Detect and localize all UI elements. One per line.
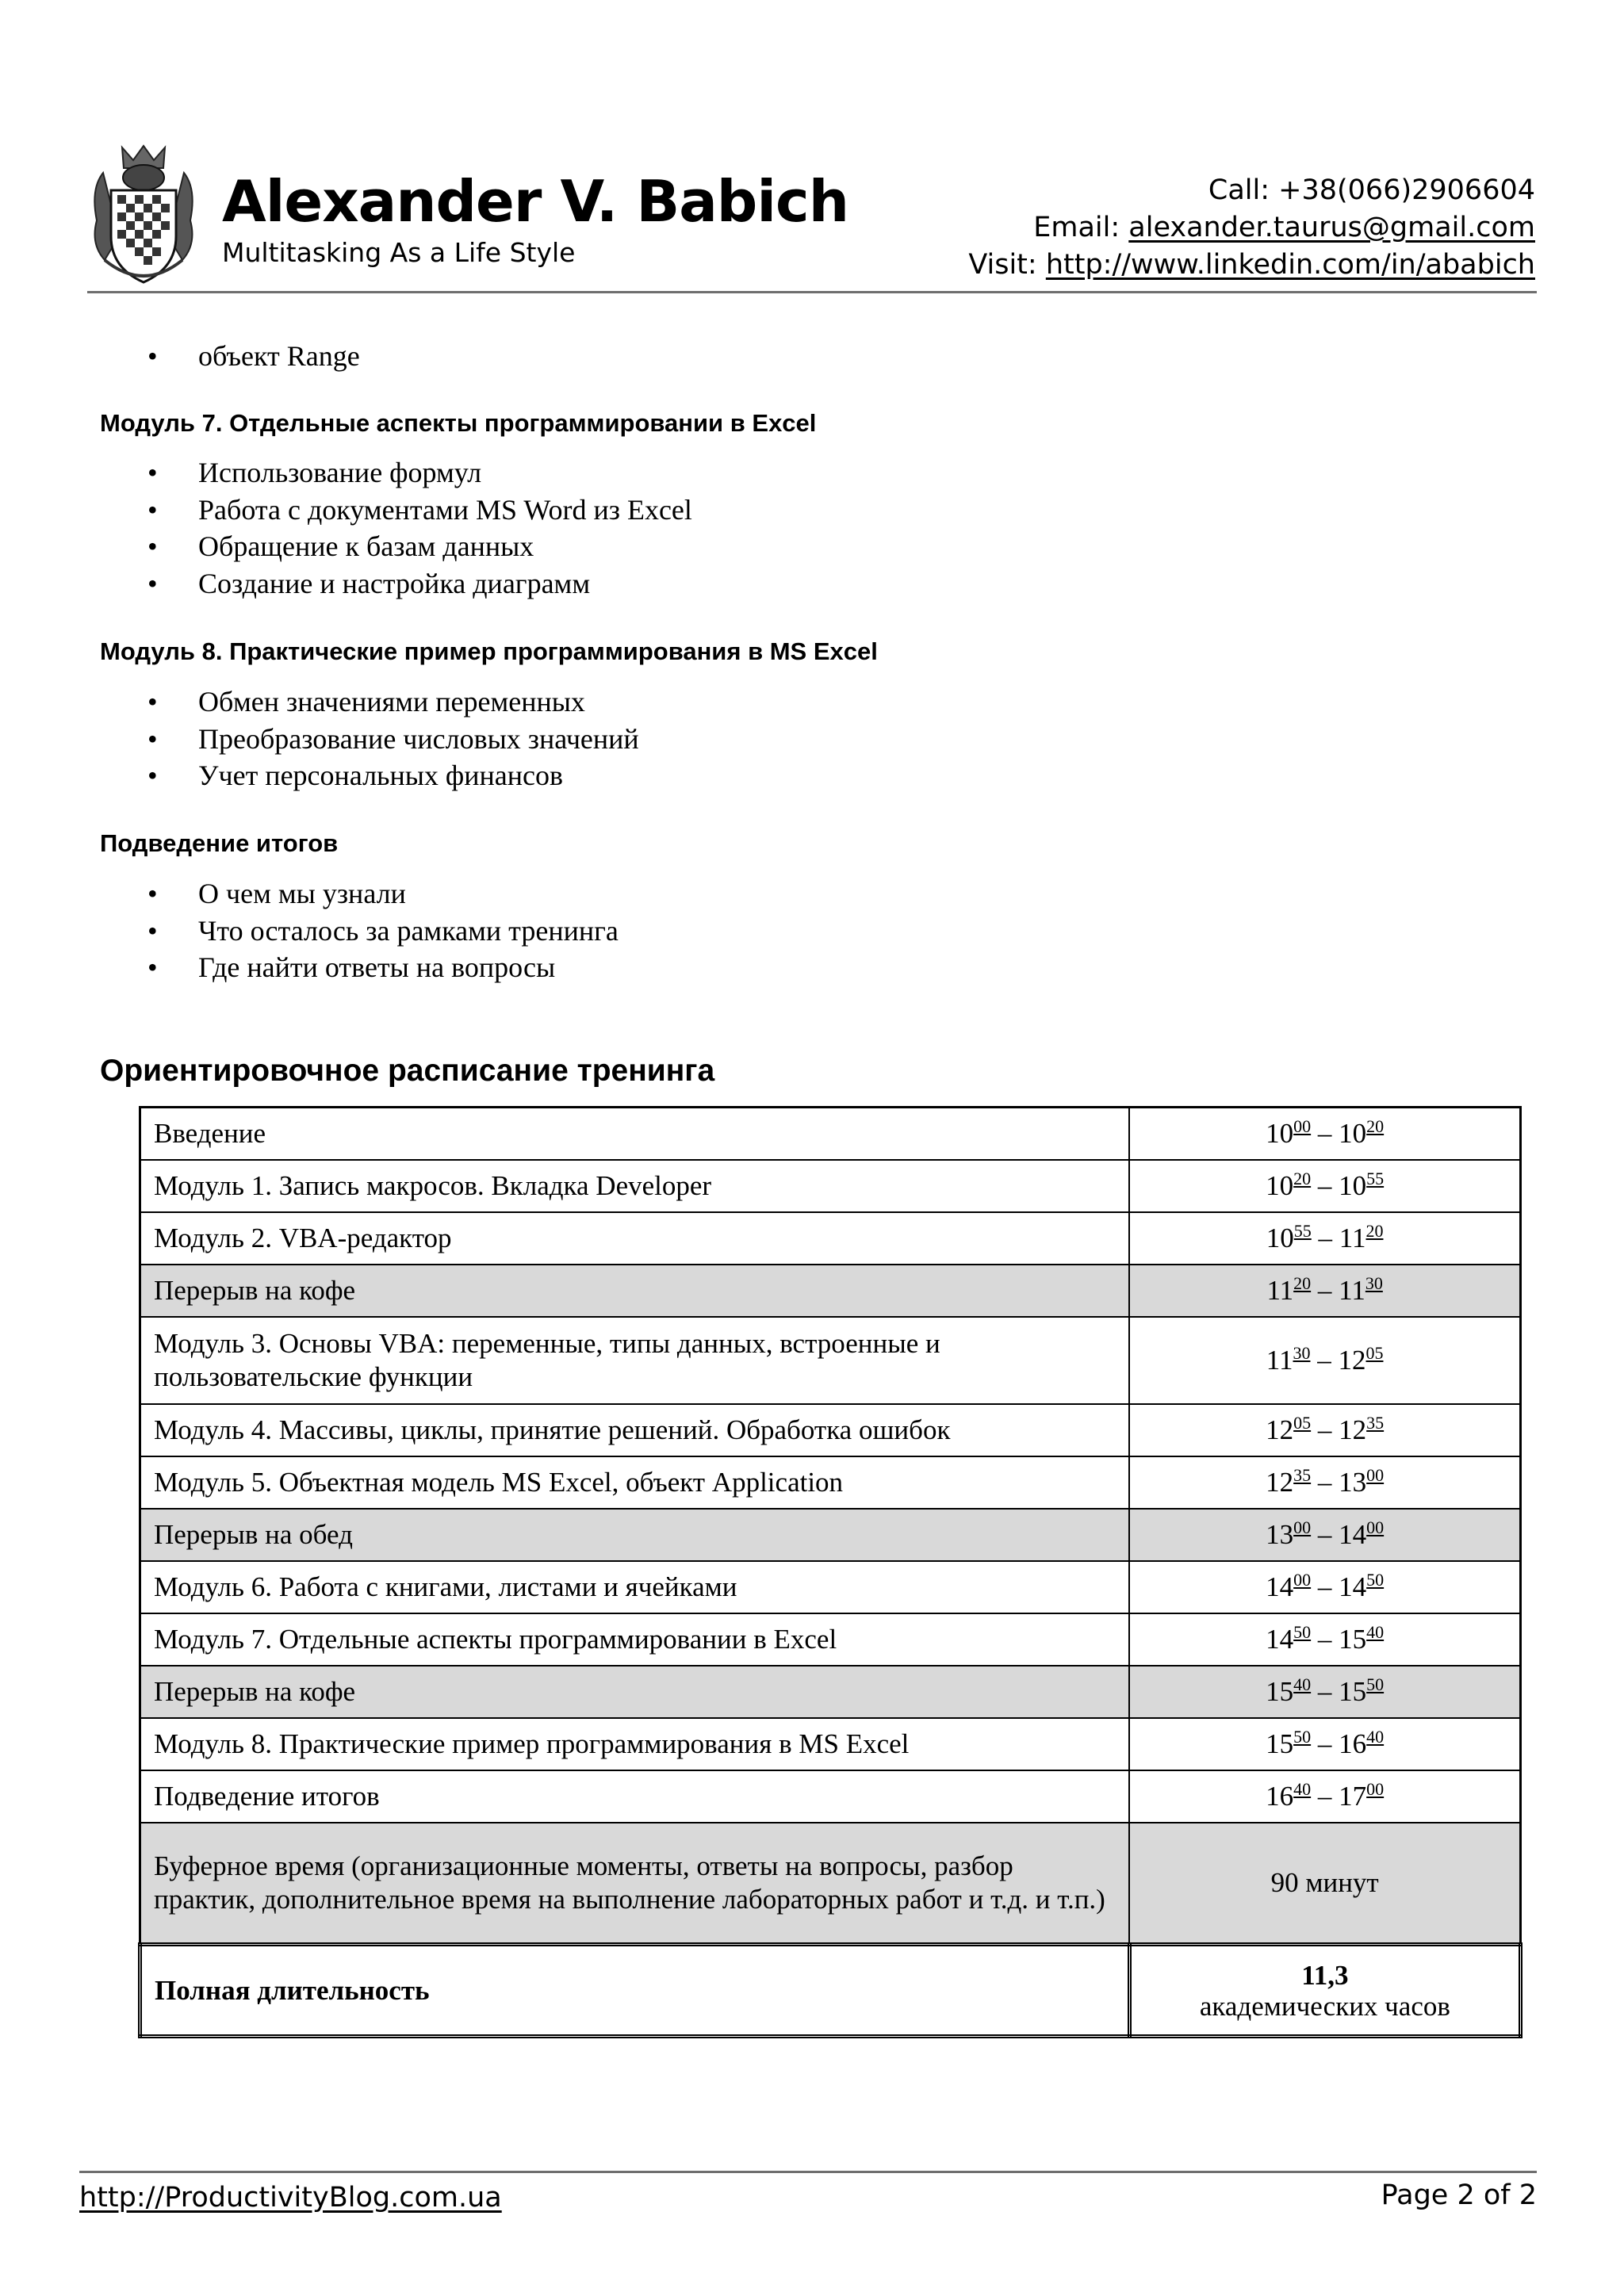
contact-phone <box>968 172 1535 209</box>
schedule-time-cell: $11^{20} - 11^{30}$ <box>1129 1265 1520 1317</box>
phone-label: Call: <box>1208 174 1279 206</box>
list-item: • Использование формул <box>0 454 692 492</box>
schedule-activity-cell: Перерыв на кофе <box>140 1265 1130 1317</box>
start-minutes: 40 <box>1293 1674 1312 1694</box>
schedule-time-cell: $13^{00} - 14^{00}$ <box>1129 1509 1520 1561</box>
start-hour: 16 <box>1266 1780 1294 1812</box>
page-number: Page 2 of 2 <box>1381 2179 1537 2211</box>
start-hour: 15 <box>1266 1728 1294 1759</box>
schedule-activity-cell: Введение <box>140 1108 1130 1160</box>
schedule-time-cell: $16^{40} - 17^{00}$ <box>1129 1770 1520 1823</box>
schedule-row <box>140 1718 1521 1770</box>
start-minutes: 20 <box>1293 1272 1312 1293</box>
module8-bullet-list <box>0 683 639 794</box>
list-item: • Работа с документами MS Word из Excel <box>0 492 692 529</box>
list-item: • Где найти ответы на вопросы <box>0 949 619 986</box>
schedule-activity-cell: Модуль 5. Объектная модель MS Excel, объект Application <box>140 1456 1130 1509</box>
footer-divider <box>79 2171 1537 2173</box>
schedule-activity-cell: Подведение итогов <box>140 1770 1130 1823</box>
list-item: • Обращение к базам данных <box>0 528 692 565</box>
schedule-total-row <box>140 1945 1521 2037</box>
schedule-row <box>140 1404 1521 1456</box>
end-minutes: 35 <box>1366 1412 1385 1433</box>
start-minutes: 30 <box>1293 1342 1311 1363</box>
end-hour: 15 <box>1339 1675 1367 1707</box>
module7-heading: Модуль 7. Отдельные аспекты программировании в Excel <box>100 409 817 437</box>
list-item: • Преобразование числовых значений <box>0 721 639 758</box>
schedule-time-cell: $10^{20} - 10^{55}$ <box>1129 1160 1520 1212</box>
end-minutes: 00 <box>1366 1778 1385 1799</box>
schedule-time-cell: $15^{40} - 15^{50}$ <box>1129 1666 1520 1718</box>
schedule-time-cell: $14^{50} - 15^{40}$ <box>1129 1613 1520 1666</box>
buffer-label-cell: Буферное время (организационные моменты, ответы на вопросы, разбор практик, дополнительное время на выполнение лабораторных работ и т.д. и т.п.) <box>140 1823 1130 1945</box>
start-hour: 13 <box>1266 1518 1294 1550</box>
coat-of-arms-logo <box>87 141 200 287</box>
top-bullet-list <box>0 338 360 375</box>
schedule-row <box>140 1108 1521 1160</box>
end-minutes: 20 <box>1365 1220 1384 1241</box>
start-hour: 14 <box>1266 1571 1294 1602</box>
footer-blog-link[interactable]: http://ProductivityBlog.com.ua <box>79 2182 502 2214</box>
schedule-activity-cell: Перерыв на кофе <box>140 1666 1130 1718</box>
start-hour: 10 <box>1266 1117 1294 1149</box>
end-hour: 15 <box>1339 1623 1367 1655</box>
end-hour: 12 <box>1339 1414 1367 1445</box>
schedule-title: Ориентировочное расписание тренинга <box>100 1054 715 1088</box>
email-label: Email: <box>1033 212 1129 243</box>
module8-heading: Модуль 8. Практические пример программирования в MS Excel <box>100 637 878 665</box>
schedule-row <box>140 1456 1521 1509</box>
end-minutes: 50 <box>1366 1674 1385 1694</box>
end-minutes: 20 <box>1366 1115 1385 1136</box>
schedule-time-cell: $12^{05} - 12^{35}$ <box>1129 1404 1520 1456</box>
schedule-activity-cell: Модуль 2. VBA-редактор <box>140 1212 1130 1265</box>
schedule-row <box>140 1509 1521 1561</box>
module7-bullet-list <box>0 454 692 602</box>
schedule-activity-cell: Модуль 3. Основы VBA: переменные, типы данных, встроенные и пользовательские функции <box>140 1317 1130 1404</box>
start-hour: 15 <box>1266 1675 1294 1707</box>
schedule-row <box>140 1265 1521 1317</box>
schedule-time-cell: $14^{00} - 14^{50}$ <box>1129 1561 1520 1613</box>
schedule-time-cell: $15^{50} - 16^{40}$ <box>1129 1718 1520 1770</box>
start-minutes: 50 <box>1293 1621 1312 1642</box>
end-minutes: 00 <box>1366 1464 1385 1485</box>
list-item: • Что осталось за рамками тренинга <box>0 913 619 950</box>
end-hour: 10 <box>1339 1117 1367 1149</box>
start-minutes: 00 <box>1293 1569 1312 1590</box>
start-hour: 12 <box>1266 1466 1294 1498</box>
header-divider <box>87 291 1537 293</box>
start-hour: 11 <box>1266 1344 1293 1376</box>
schedule-time-cell: $12^{35} - 13^{00}$ <box>1129 1456 1520 1509</box>
schedule-table-body <box>140 1108 1521 2037</box>
start-hour: 10 <box>1266 1169 1294 1201</box>
schedule-row <box>140 1160 1521 1212</box>
start-minutes: 50 <box>1293 1726 1312 1747</box>
schedule-time-cell: $10^{00} - 10^{20}$ <box>1129 1108 1520 1160</box>
author-name: Alexander V. Babich <box>222 168 848 235</box>
end-hour: 11 <box>1339 1274 1365 1306</box>
start-minutes: 55 <box>1293 1220 1312 1241</box>
linkedin-link[interactable]: http://www.linkedin.com/in/ababich <box>1045 249 1535 281</box>
schedule-buffer-row <box>140 1823 1521 1945</box>
schedule-row <box>140 1666 1521 1718</box>
visit-label: Visit: <box>968 249 1046 281</box>
schedule-activity-cell: Модуль 4. Массивы, циклы, принятие решений. Обработка ошибок <box>140 1404 1130 1456</box>
schedule-time-cell: $11^{30} - 12^{05}$ <box>1129 1317 1520 1404</box>
list-item: • Учет персональных финансов <box>0 757 639 794</box>
start-minutes: 00 <box>1293 1115 1312 1136</box>
author-tagline: Multitasking As a Life Style <box>222 237 576 268</box>
email-link[interactable]: alexander.taurus@gmail.com <box>1128 212 1535 243</box>
start-hour: 10 <box>1266 1222 1294 1253</box>
schedule-row <box>140 1613 1521 1666</box>
contact-block <box>968 172 1535 284</box>
end-hour: 10 <box>1339 1169 1367 1201</box>
schedule-table <box>138 1106 1522 2038</box>
summary-bullet-list <box>0 875 619 986</box>
end-minutes: 05 <box>1365 1342 1384 1363</box>
schedule-activity-cell: Модуль 6. Работа с книгами, листами и ячейками <box>140 1561 1130 1613</box>
contact-email <box>968 209 1535 247</box>
start-minutes: 20 <box>1293 1168 1312 1188</box>
total-label-cell: Полная длительность <box>140 1945 1130 2037</box>
end-minutes: 40 <box>1366 1621 1385 1642</box>
end-hour: 16 <box>1339 1728 1367 1759</box>
end-minutes: 00 <box>1366 1517 1385 1537</box>
end-minutes: 30 <box>1365 1272 1383 1293</box>
start-hour: 14 <box>1266 1623 1294 1655</box>
schedule-row <box>140 1317 1521 1404</box>
end-hour: 14 <box>1339 1571 1367 1602</box>
start-minutes: 05 <box>1293 1412 1312 1433</box>
schedule-activity-cell: Перерыв на обед <box>140 1509 1130 1561</box>
start-hour: 12 <box>1266 1414 1294 1445</box>
start-hour: 11 <box>1266 1274 1294 1306</box>
schedule-activity-cell: Модуль 7. Отдельные аспекты программировании в Excel <box>140 1613 1130 1666</box>
list-item: • объект Range <box>0 338 360 375</box>
end-hour: 11 <box>1339 1222 1366 1253</box>
list-item: • Создание и настройка диаграмм <box>0 565 692 603</box>
buffer-value-cell: 90 минут <box>1129 1823 1520 1945</box>
start-minutes: 35 <box>1293 1464 1312 1485</box>
phone-value: +38(066)2906604 <box>1278 174 1535 206</box>
end-minutes: 55 <box>1366 1168 1385 1188</box>
end-minutes: 40 <box>1366 1726 1385 1747</box>
total-unit: академических часов <box>1199 1990 1450 2022</box>
end-hour: 13 <box>1339 1466 1367 1498</box>
summary-heading: Подведение итогов <box>100 829 339 857</box>
end-minutes: 50 <box>1366 1569 1385 1590</box>
list-item: • О чем мы узнали <box>0 875 619 913</box>
schedule-time-cell: $10^{55} - 11^{20}$ <box>1129 1212 1520 1265</box>
end-hour: 12 <box>1338 1344 1366 1376</box>
total-hours: 11,3 <box>1301 1959 1349 1991</box>
schedule-row <box>140 1212 1521 1265</box>
schedule-row <box>140 1561 1521 1613</box>
schedule-activity-cell: Модуль 8. Практические пример программирования в MS Excel <box>140 1718 1130 1770</box>
list-item: • Обмен значениями переменных <box>0 683 639 721</box>
schedule-row <box>140 1770 1521 1823</box>
end-hour: 14 <box>1339 1518 1367 1550</box>
end-hour: 17 <box>1339 1780 1367 1812</box>
schedule-activity-cell: Модуль 1. Запись макросов. Вкладка Developer <box>140 1160 1130 1212</box>
start-minutes: 00 <box>1293 1517 1312 1537</box>
start-minutes: 40 <box>1293 1778 1312 1799</box>
total-value-cell <box>1129 1945 1520 2037</box>
contact-linkedin <box>968 247 1535 284</box>
